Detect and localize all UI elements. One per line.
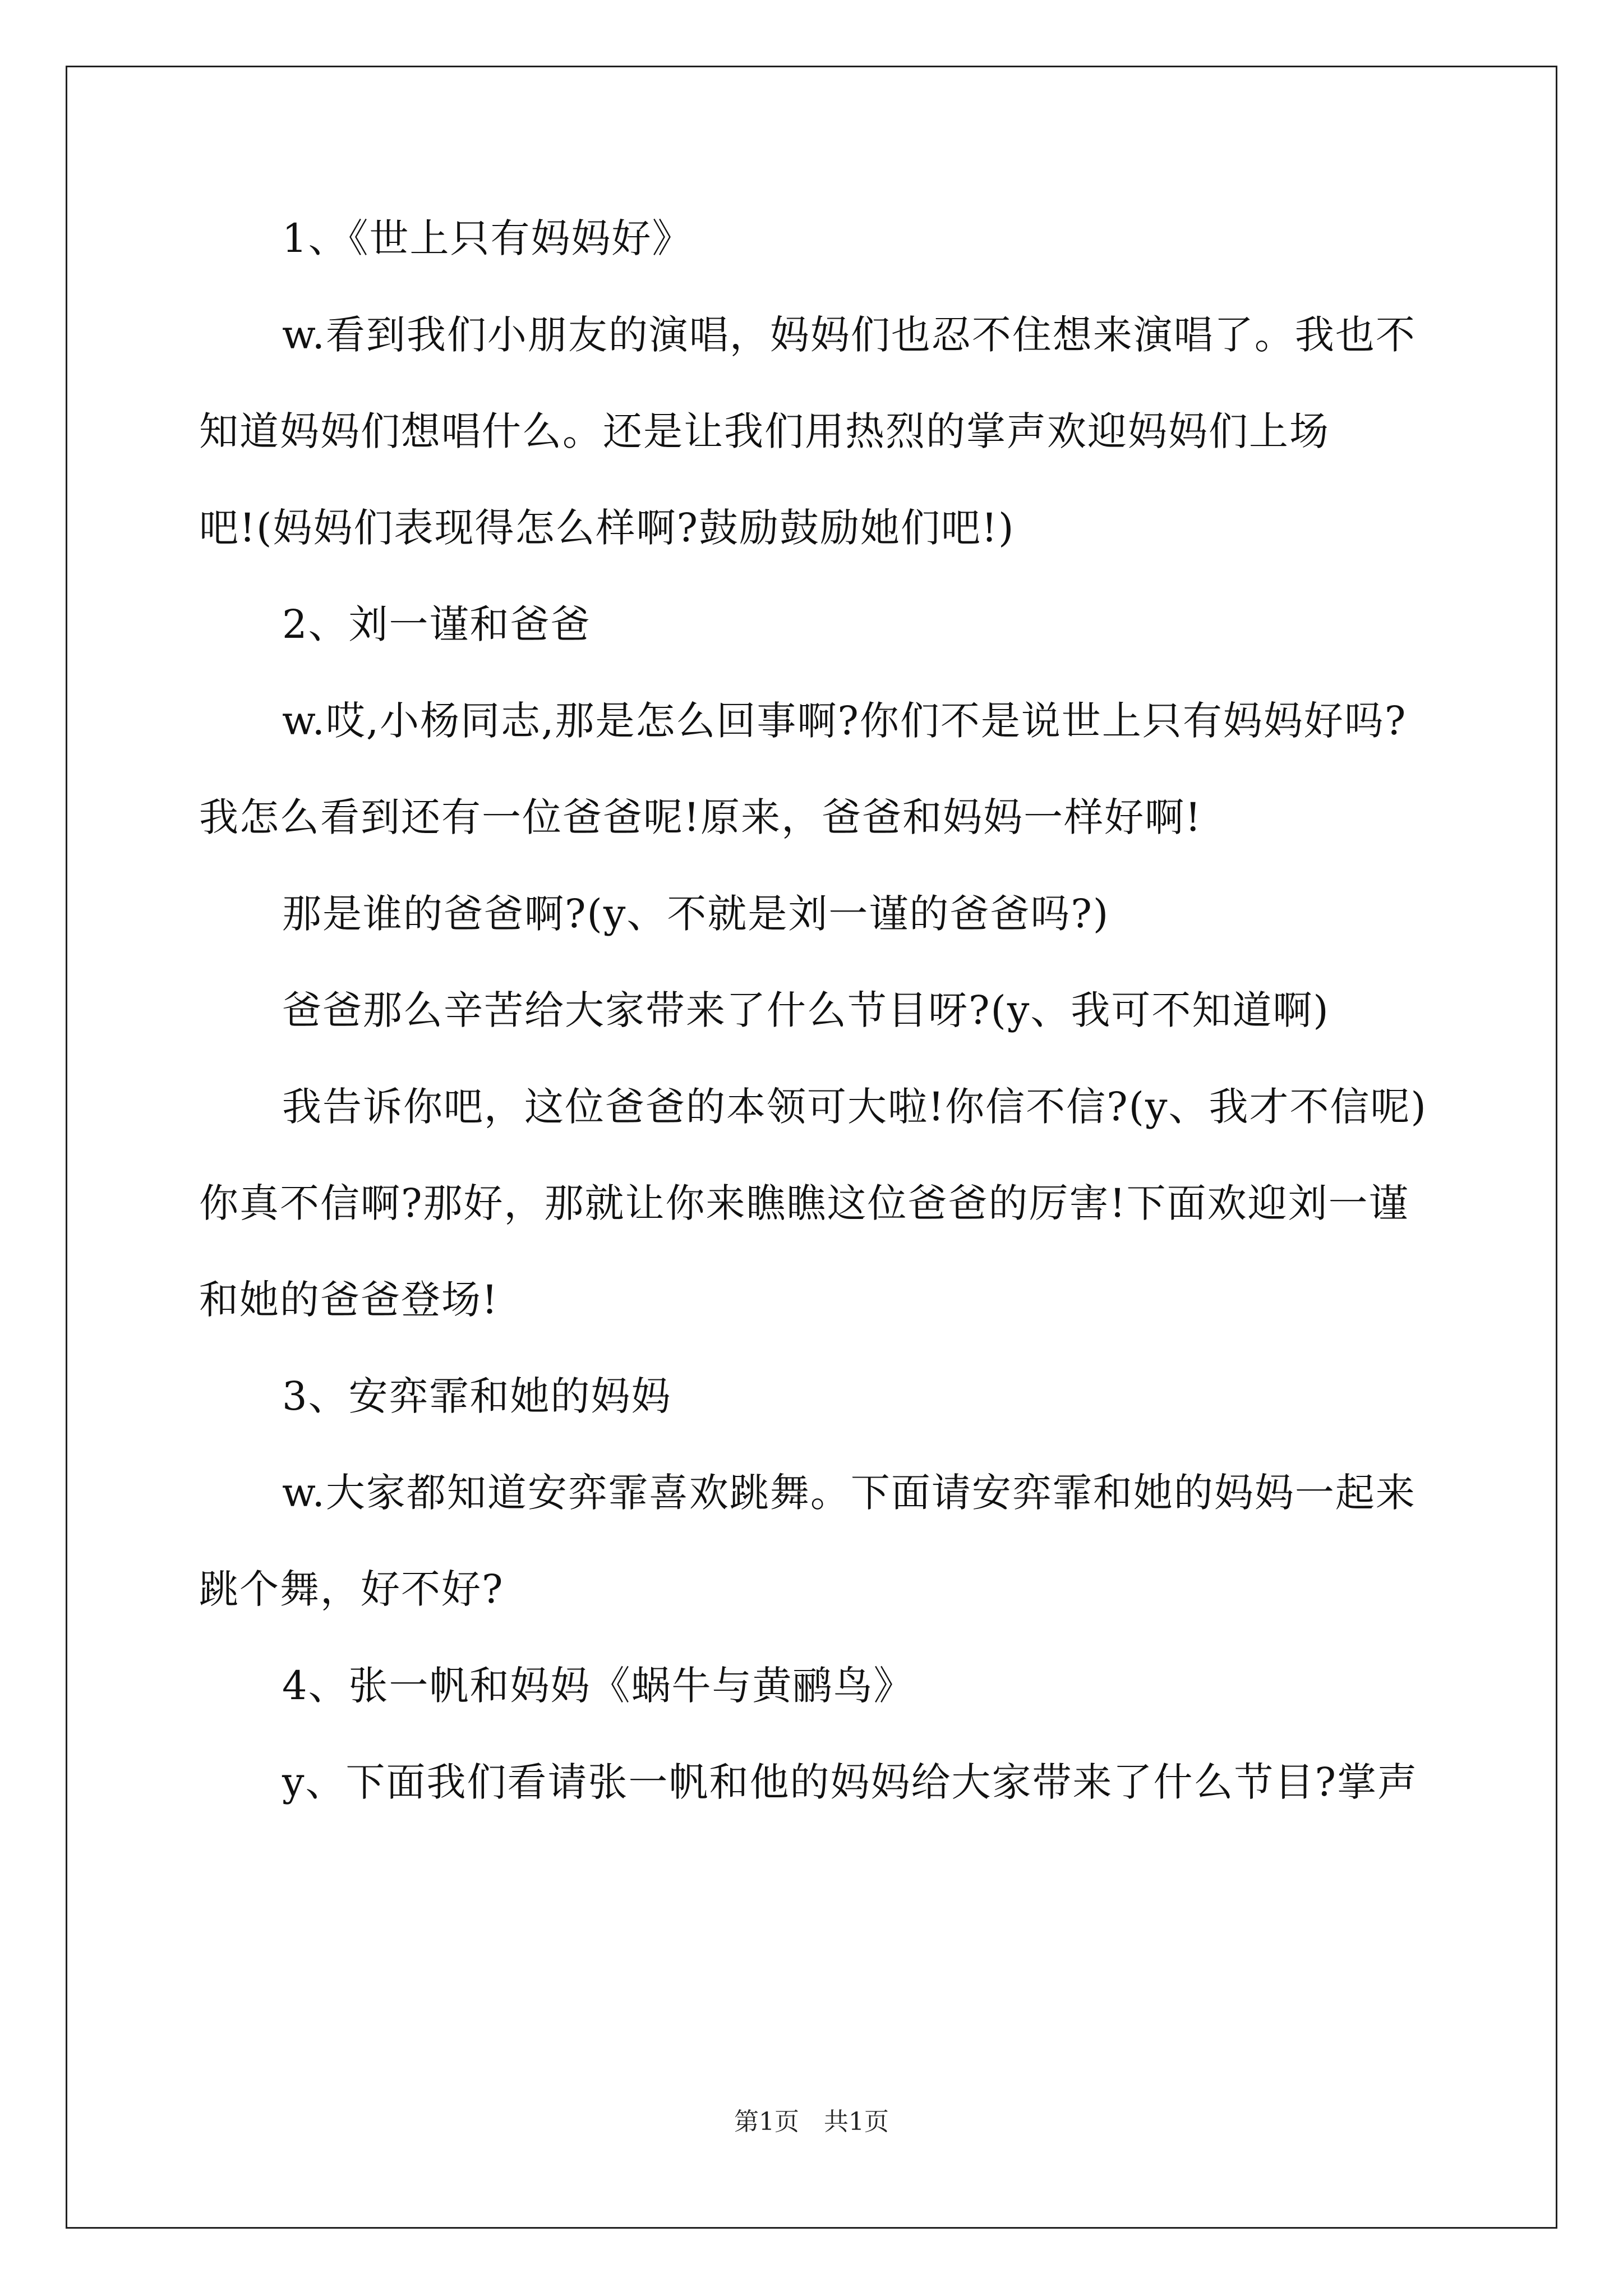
section-heading-2: 2、刘一谨和爸爸: [282, 601, 591, 647]
paragraph-line: 我怎么看到还有一位爸爸呢!原来，爸爸和妈妈一样好啊!: [199, 794, 1202, 840]
paragraph-line: 和她的爸爸登场!: [199, 1277, 499, 1323]
section-heading-4: 4、张一帆和妈妈《蜗牛与黄鹂鸟》: [282, 1663, 914, 1709]
paragraph-line: w.哎,小杨同志,那是怎么回事啊?你们不是说世上只有妈妈好吗?: [282, 698, 1407, 744]
paragraph-line: 爸爸那么辛苦给大家带来了什么节目呀?(y、我可不知道啊): [282, 987, 1330, 1033]
paragraph-line: w.大家都知道安弈霏喜欢跳舞。下面请安弈霏和她的妈妈一起来: [282, 1470, 1416, 1516]
paragraph-line: 那是谁的爸爸啊?(y、不就是刘一谨的爸爸吗?): [282, 891, 1110, 937]
paragraph-line: 吧!(妈妈们表现得怎么样啊?鼓励鼓励她们吧!): [199, 505, 1015, 551]
paragraph-line: 我告诉你吧，这位爸爸的本领可大啦!你信不信?(y、我才不信呢): [282, 1084, 1427, 1130]
section-heading-3: 3、安弈霏和她的妈妈: [282, 1373, 672, 1419]
paragraph-line: y、下面我们看请张一帆和他的妈妈给大家带来了什么节目?掌声: [282, 1759, 1418, 1805]
section-heading-1: 1、《世上只有妈妈好》: [282, 215, 693, 261]
paragraph-line: w.看到我们小朋友的演唱，妈妈们也忍不住想来演唱了。我也不: [282, 312, 1416, 358]
paragraph-line: 你真不信啊?那好，那就让你来瞧瞧这位爸爸的厉害!下面欢迎刘一谨: [199, 1180, 1409, 1226]
page-number: 第1页 共1页: [734, 2108, 889, 2136]
page-border: [66, 66, 1557, 2229]
paragraph-line: 知道妈妈们想唱什么。还是让我们用热烈的掌声欢迎妈妈们上场: [199, 408, 1330, 454]
paragraph-line: 跳个舞，好不好?: [199, 1566, 504, 1612]
